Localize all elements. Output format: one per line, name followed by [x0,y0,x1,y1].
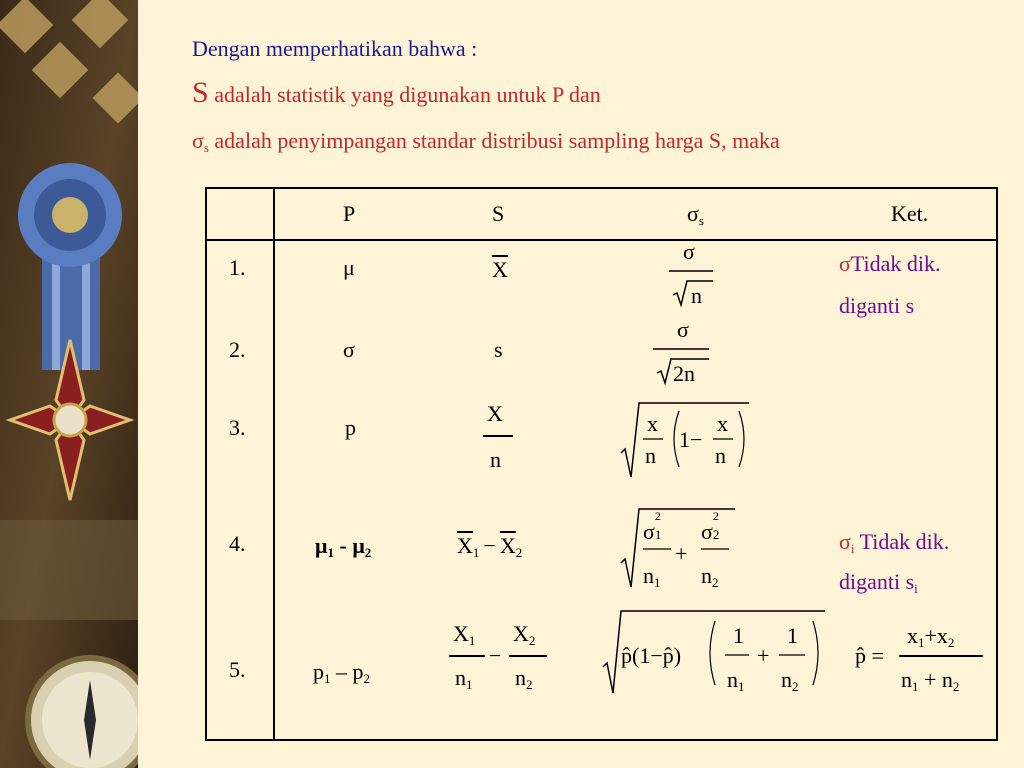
row-5-ket-bar [899,655,983,657]
row-4-number: 4. [229,531,246,556]
row-5-sigma-prefix: p̂(1−p̂) [621,643,682,668]
row-3-p: p [345,415,356,440]
heading-line-1: Dengan memperhatikan bahwa : [192,36,478,61]
row-5-ket-x1-sub: 1 [918,635,925,650]
row-4-n1-sub: 1 [654,575,661,590]
row-1-p: μ [343,255,355,280]
row-5-ket-x2-sub: 2 [947,635,955,650]
row-4-mu-2-sub: 2 [364,545,372,560]
row-4-ket-sigma-sub: i [850,541,855,556]
column-divider [273,189,275,739]
row-4-n1 [643,563,661,591]
row-4-xbar-2-sub: 2 [515,545,523,560]
row-4-s [457,533,522,561]
row-4-mu-1-sub: 1 [327,545,334,560]
row-4-ket-sigma: σ [839,529,851,554]
row-4-mu-1: μ [315,533,328,558]
row-5-s-bar-2 [509,655,547,657]
row-5-n-a-sub: 1 [738,679,745,694]
row-5-one-a: 1 [733,623,744,648]
row-3-s-fraction-bar [483,435,513,437]
row-5-n-b-sub: 2 [792,679,799,694]
row-1-ket-line-2: diganti s [839,293,915,318]
heading-line-2-text: adalah statistik yang digunakan untuk P dan [214,82,601,107]
row-5-one-b: 1 [787,623,798,648]
row-4-ket [839,529,949,557]
row-4-sigma2 [701,509,720,545]
row-5-ket-den [901,667,959,695]
row-5-minus: – [330,659,353,684]
header-p: P [343,201,356,226]
header-s: S [492,201,505,226]
row-5-p1-sub: 1 [324,671,331,686]
row-4-sigma2-sub: 2 [712,527,720,542]
row-3-inner-num: x [647,411,658,436]
row-5-n-a [727,667,745,695]
row-4-sigma2-symbol: σ [701,519,713,544]
row-4-dash: - [333,533,353,558]
row-3-s-num: X [487,401,503,426]
row-4-sigma1-sup: 2 [654,509,661,523]
row-3-number: 3. [229,415,246,440]
sigma-symbol: σ [192,128,204,153]
row-5-s-n1-sub: 1 [466,677,473,692]
header-sigma-sub: s [698,213,704,228]
row-4-sigma1-symbol: σ [643,519,655,544]
row-5-ket-n2-sub: 2 [952,679,960,694]
row-5-ket-n1: n [901,667,912,692]
row-4-ket-line-2 [839,569,918,597]
row-2-s: s [494,337,503,362]
row-4-ket-line-2-sub: i [914,581,918,596]
row-5-s-n1 [455,665,473,693]
row-4-mu-2: μ [352,533,365,558]
row-4-xbar-1: $\overline{X}$ [457,533,473,558]
row-5-number: 5. [229,657,246,682]
row-5-ket-phat: p̂ = [855,643,884,668]
header-ket: Ket. [891,201,929,226]
row-3-inner-den: n [645,443,656,468]
row-4-sigma1 [643,509,662,545]
heading-line-3-text: adalah penyimpangan standar distribusi sampling harga S, maka [214,128,780,153]
row-1-sigma-num: σ [683,239,695,264]
row-5-plus: + [757,643,770,668]
row-1-number: 1. [229,255,246,280]
row-5-ket-n1-sub: 1 [912,679,919,694]
heading-line-2 [192,76,601,110]
row-4-minus: − [483,533,496,558]
row-2-number: 2. [229,337,246,362]
statistic-symbol: S [192,76,209,109]
row-5-s-n1-letter: n [455,665,466,690]
row-5-s-x1-letter: X [453,621,469,646]
row-4-n1-letter: n [643,563,654,588]
row-1-s: $\overline{X}$ [492,257,508,282]
row-5-s-x1 [453,621,475,649]
row-3-inner2-den: n [715,443,726,468]
row-1-sigma-den: n [691,283,702,308]
row-4-sigma2-sup: 2 [712,509,719,523]
row-5-s-x2-sub: 2 [528,633,536,648]
row-5-s-minus: − [489,643,502,668]
row-1-ket-line-1: Tidak dik. [850,251,941,276]
row-4-ket-line-2-text: diganti s [839,569,915,594]
sigma-subscript: s [203,140,209,155]
row-5-p1: p [313,659,324,684]
row-5-s-bar-1 [449,655,485,657]
row-3-inner2-num: x [717,411,728,436]
row-5-s-x1-sub: 1 [468,633,476,648]
decorative-sidebar-image [0,0,138,768]
row-2-sigma-den: 2n [673,361,695,386]
row-4-ket-line-1: Tidak dik. [859,529,950,554]
row-4-n2-sub: 2 [712,575,719,590]
header-sigma [687,201,704,229]
formula-table [205,187,998,741]
row-5-ket-plus-x: +x [924,623,948,648]
row-5-ket-plus-n: + n [918,667,953,692]
row-2-p: σ [343,337,355,362]
row-5-s-x2-letter: X [513,621,529,646]
row-1-ket [839,251,941,277]
row-5-ket-x1: x [907,623,918,648]
row-4-sigma1-sub: 1 [654,527,662,542]
header-divider [207,239,996,241]
row-5-s-n2 [515,665,533,693]
row-5-p2: p [352,659,364,684]
row-3-s-den: n [490,447,501,472]
row-5-s-n2-letter: n [515,665,526,690]
row-4-xbar-2: $\overline{X}$ [499,533,516,558]
row-5-ket-num [907,623,954,651]
header-sigma-symbol: σ [687,201,699,226]
heading-line-3 [192,128,780,156]
row-5-s-n2-sub: 2 [526,677,533,692]
row-5-p2-sub: 2 [363,671,370,686]
row-4-n2-letter: n [701,563,712,588]
row-4-p [315,533,371,561]
row-5-s-x2 [513,621,535,649]
row-5-p [313,659,370,687]
row-5-n-b-letter: n [781,667,792,692]
row-1-ket-sigma: σ [839,251,851,276]
row-4-n2 [701,563,719,591]
row-2-sigma-num: σ [677,317,689,342]
row-5-n-b [781,667,799,695]
row-4-xbar-1-sub: 1 [472,545,480,560]
row-3-one-minus: 1− [679,427,703,452]
row-4-plus: + [675,541,688,566]
row-5-n-a-letter: n [727,667,738,692]
